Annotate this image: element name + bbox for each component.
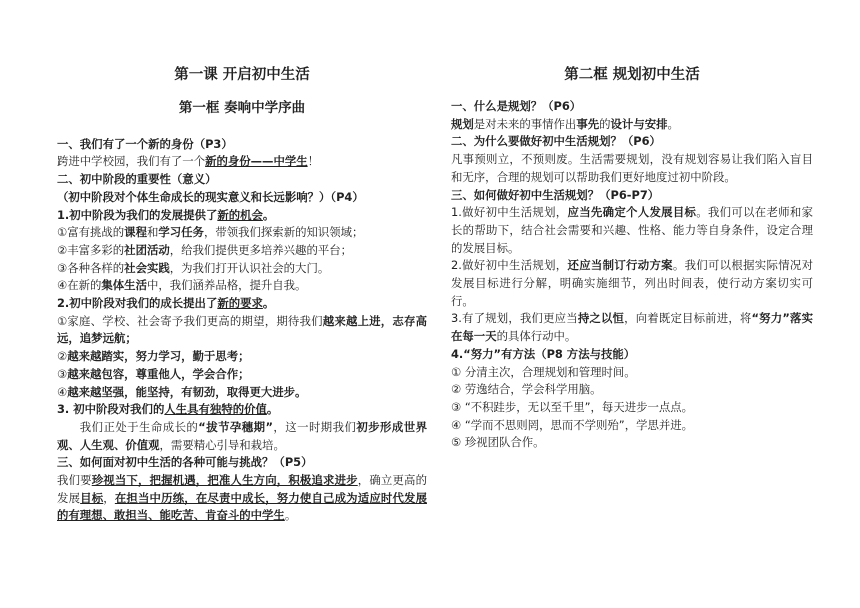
list-item — [57, 260, 427, 278]
key-phrase: 越来越包容，尊重他人，学会合作； — [67, 366, 250, 381]
key-word: 事先 — [576, 116, 600, 131]
list-item — [57, 224, 427, 242]
question-heading-r1: 一、什么是规划？（P6） — [451, 99, 582, 113]
text: ①富有挑战的 — [57, 225, 125, 240]
list-item — [57, 384, 427, 402]
text: 。 — [667, 116, 679, 131]
method-item: ③ “不积跬步，无以至千里”，每天进步一点点。 — [451, 399, 694, 414]
text: ③ — [57, 366, 68, 381]
text: 我们正处于生命成长的 — [79, 419, 199, 434]
list-item — [57, 277, 427, 295]
key-word: 社团活动 — [124, 242, 170, 257]
left-column — [57, 62, 427, 525]
text: ，向着既定目标前进，将 — [624, 311, 752, 326]
list-item — [57, 242, 427, 260]
paragraph — [57, 419, 427, 454]
text: 是对未来的事情作出 — [473, 116, 577, 131]
question-heading-r4: 4.“努力”有方法（P8 方法与技能） — [451, 346, 636, 361]
key-phrase: “拔节孕穗期” — [198, 419, 273, 434]
question-heading-r3: 三、如何做好初中生活规划？（P6-P7） — [451, 187, 660, 202]
point-1 — [57, 207, 427, 225]
method-item: ④ “学而不思则罔，思而不学则殆”，学思并进。 — [451, 417, 694, 432]
answer-r3-1 — [451, 204, 813, 257]
text: 我们要 — [57, 473, 92, 488]
text: 。我们可以根据实际情况对发展目标进行分解，明确实施细节，列出时间表，使行动方案切实可行。 — [451, 258, 813, 308]
key-phrase: 越来越踏实，努力学习，勤于思考； — [67, 349, 250, 364]
text: ！ — [307, 154, 320, 169]
method-item: ⑤ 珍视团队合作。 — [451, 435, 545, 450]
text: 和 — [146, 225, 159, 240]
key-phrase: 应当先确定个人发展目标 — [567, 205, 697, 220]
text: ② — [57, 349, 68, 364]
text: ③各种各样的 — [57, 260, 125, 275]
text: ②丰富多彩的 — [57, 242, 125, 257]
key-phrase: 持之以恒 — [577, 311, 625, 326]
list-item — [57, 366, 427, 384]
key-phrase: 新的要求 — [217, 296, 263, 311]
key-word: 目标 — [80, 490, 104, 505]
text: ，给我们提供更多培养兴趣的平台； — [169, 242, 353, 257]
text: ，需要精心引导和栽培。 — [159, 437, 285, 452]
list-item — [57, 313, 427, 348]
lesson-title: 第一课 开启初中生活 — [174, 67, 310, 83]
text: 的 — [599, 116, 611, 131]
method-item: ② 劳逸结合，学会科学用脑。 — [451, 382, 602, 397]
text: 3. 初中阶段对我们的 — [57, 402, 165, 417]
answer-3 — [57, 472, 427, 525]
text: ，带领我们探索新的知识领域； — [203, 225, 364, 240]
text: 3.有了规划，我们更应当 — [451, 311, 578, 326]
key-word: 课程 — [124, 225, 147, 240]
section-title-2: 第二框 规划初中生活 — [564, 67, 700, 83]
text: 2.初中阶段对我们的成长提出了 — [57, 296, 218, 311]
text: ，确立更高的发展 — [57, 473, 427, 505]
key-phrase: 新的身份——中学生 — [205, 154, 308, 169]
question-heading-3: 三、如何面对初中生活的各种可能与挑战？（P5） — [57, 455, 313, 470]
answer-r2: 凡事预则立，不预则废。生活需要规划，没有规划容易让我们陷入盲目和无序，合理的规划可以帮助我们更好地度过初中阶段。 — [451, 152, 813, 184]
text: 的具体行动中。 — [496, 329, 577, 344]
text: 2.做好初中生活规划， — [451, 258, 568, 273]
method-item: ① 分清主次，合理规划和管理时间。 — [451, 364, 636, 379]
key-word: 规划 — [451, 116, 474, 131]
key-word: 社会实践 — [124, 260, 170, 275]
list-item — [57, 348, 427, 366]
text: 。 — [284, 508, 297, 523]
key-word: 集体生活 — [101, 278, 147, 293]
answer-r3-2 — [451, 257, 813, 310]
key-phrase: 在担当中历练，在尽责中成长，努力使自己成为适应时代发展的有理想、敢担当、能吃苦、肯奋斗的中学生 — [57, 490, 427, 523]
text: 1.做好初中生活规划， — [451, 205, 568, 220]
key-phrase: 越来越上进，志存高远，追梦远航； — [57, 313, 427, 346]
text: 。我们可以在老师和家长的帮助下，结合社会需要和兴趣、性格、能力等自身条件，设定合理的发展目标。 — [451, 205, 813, 255]
key-word: 学习任务 — [158, 225, 204, 240]
key-phrase: “努力”落实在每一天 — [451, 311, 813, 344]
text: ， — [103, 490, 115, 505]
text: ，这一时期我们 — [272, 419, 357, 434]
key-phrase: 还应当制订行动方案 — [567, 258, 673, 273]
section-title-1: 第一框 奏响中学序曲 — [178, 100, 306, 116]
question-subheading-2: （初中阶段对个体生命成长的现实意义和长远影响？）（P4） — [57, 189, 364, 204]
text: 。 — [262, 207, 275, 222]
key-phrase: 越来越坚强，能坚持，有韧劲，取得更大进步。 — [67, 384, 307, 399]
text: ①家庭、学校、社会寄予我们更高的期望，期待我们 — [57, 313, 323, 328]
text: 1.初中阶段为我们的发展提供了 — [57, 207, 218, 222]
text: ，为我们打开认识社会的大门。 — [169, 260, 330, 275]
question-heading-r2: 二、为什么要做好初中生活规划？（P6） — [451, 134, 661, 149]
text: 跨进中学校园，我们有了一个 — [57, 154, 206, 169]
text: 中，我们涵养品格，提升自我。 — [146, 278, 307, 293]
answer-1 — [57, 153, 427, 171]
text: ④在新的 — [57, 278, 102, 293]
right-column — [451, 62, 813, 452]
question-heading-2: 二、初中阶段的重要性（意义） — [57, 172, 217, 187]
key-phrase: 人生具有独特的价值 — [164, 402, 267, 417]
point-2 — [57, 295, 427, 313]
key-phrase: 新的机会 — [217, 207, 263, 222]
text: 。 — [262, 296, 275, 311]
answer-r3-3 — [451, 310, 813, 345]
key-word: 设计与安排 — [610, 116, 668, 131]
answer-r1 — [451, 116, 813, 134]
key-phrase: 珍视当下，把握机遇，把准人生方向，积极追求进步 — [91, 473, 358, 488]
text: 。 — [266, 402, 279, 417]
question-heading-1: 一、我们有了一个新的身份（P3） — [57, 136, 233, 151]
text: ④ — [57, 384, 68, 399]
key-phrase: 初步形成世界观、人生观、价值观 — [57, 419, 427, 452]
point-3 — [57, 401, 427, 419]
